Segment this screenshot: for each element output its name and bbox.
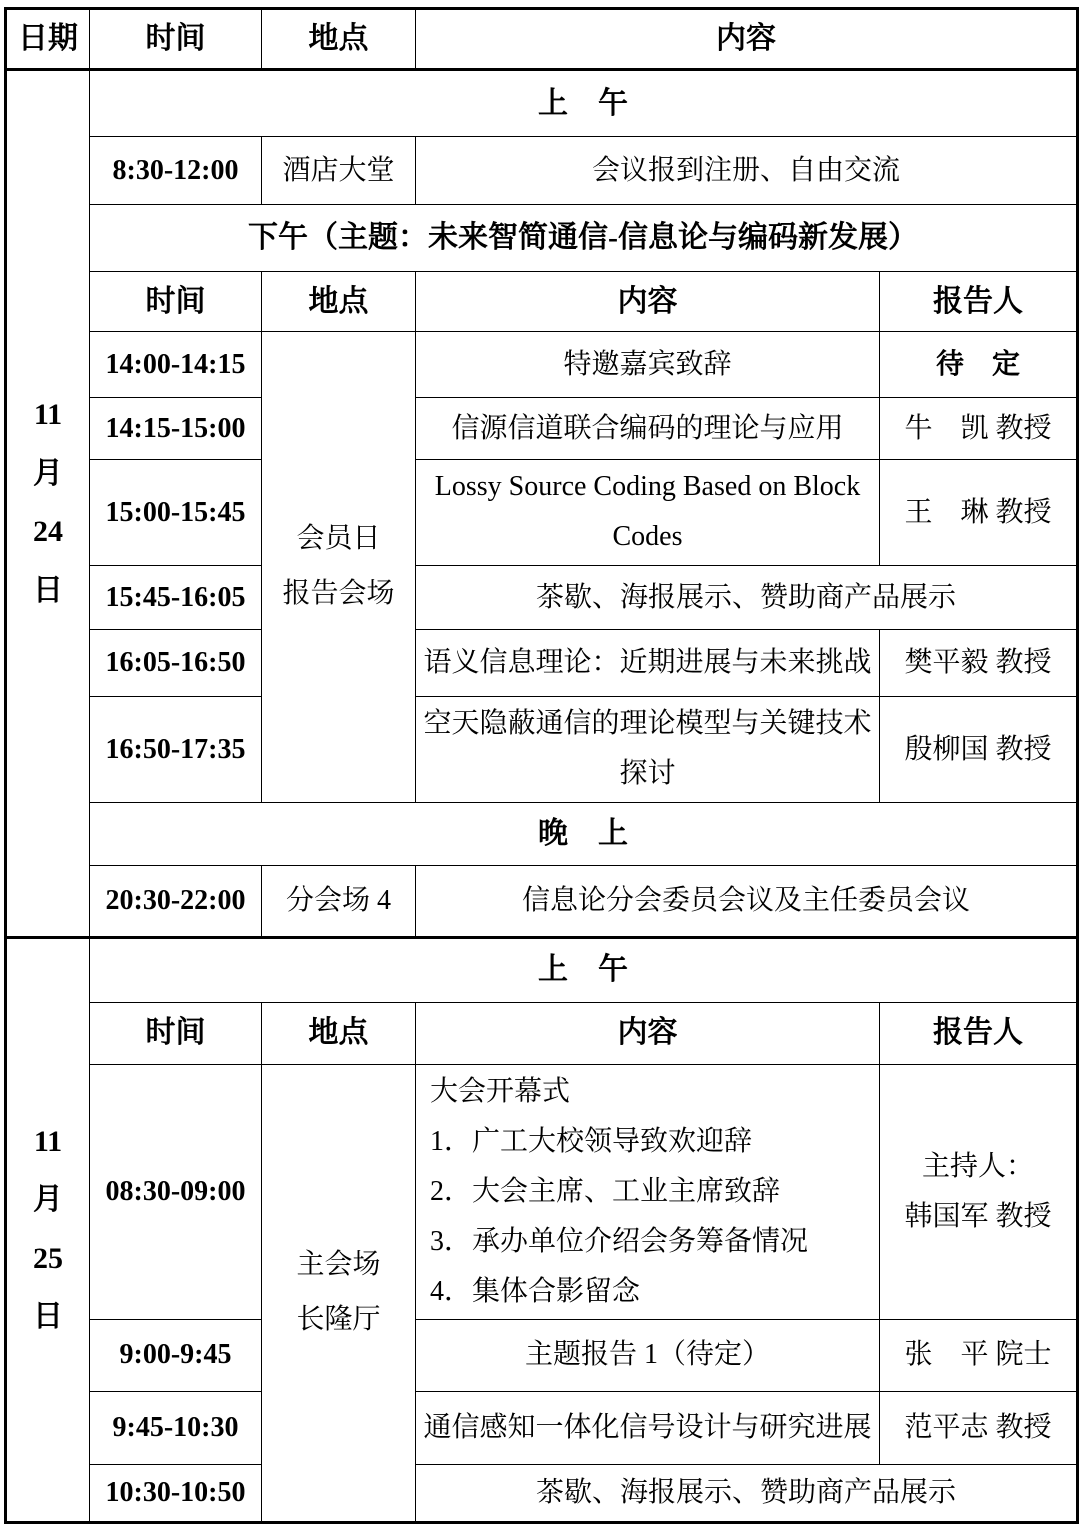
content-line: 大会开幕式 [430,1075,571,1107]
content-cell: 茶歇、海报展示、赞助商产品展示 [416,1464,1078,1522]
time-cell: 15:45-16:05 [90,565,262,629]
subheader-speaker: 报告人 [880,1002,1078,1064]
day1-evening-title: 晚 上 [90,802,1078,865]
table-row [6,398,1078,460]
table-row [6,460,1078,566]
subheader-content: 内容 [416,272,880,332]
date-cell-day2 [6,937,90,1522]
day1-subheader-row [6,272,1078,332]
content-cell: 信源信道联合编码的理论与应用 [416,398,880,460]
day1-morning-section-row [6,70,1078,137]
speaker-line: 主持人： [921,1150,1034,1182]
table-row [6,865,1078,937]
day2-morning-section-row [6,937,1078,1002]
venue-line: 报告会场 [282,577,395,609]
time-cell: 15:00-15:45 [90,460,262,566]
table-row [6,1319,1078,1391]
content-cell: 特邀嘉宾致辞 [416,332,880,398]
venue-line: 长隆厅 [296,1303,381,1335]
time-cell: 08:30-09:00 [90,1064,262,1319]
table-row [6,1064,1078,1319]
content-line: 2．大会主席、工业主席致辞 [430,1175,781,1207]
content-line: Codes [612,521,683,553]
subheader-location: 地点 [262,272,416,332]
content-cell: 茶歇、海报展示、赞助商产品展示 [416,565,1078,629]
time-cell: 16:50-17:35 [90,696,262,802]
day1-afternoon-title: 下午（主题：未来智简通信-信息论与编码新发展） [90,205,1078,272]
speaker-cell [880,1064,1078,1319]
date-line: 日 [33,1300,63,1334]
day1-evening-section-row [6,802,1078,865]
speaker-cell: 范平志 教授 [880,1391,1078,1464]
subheader-location: 地点 [262,1002,416,1064]
table-row [6,565,1078,629]
table-row [6,137,1078,205]
speaker-cell: 王 琳 教授 [880,460,1078,566]
table-header-row [6,9,1078,70]
header-date: 日期 [6,9,90,70]
speaker-line: 韩国军 教授 [904,1200,1052,1232]
date-line: 11 [33,398,63,432]
time-cell: 20:30-22:00 [90,865,262,937]
time-cell: 16:05-16:50 [90,629,262,696]
content-cell: 会议报到注册、自由交流 [416,137,1078,205]
date-cell-day1 [6,70,90,938]
content-line: 3．承办单位介绍会务筹备情况 [430,1225,809,1257]
date-line: 11 [33,1124,63,1158]
subheader-time: 时间 [90,272,262,332]
venue-line: 会员日 [296,523,381,555]
venue-line: 主会场 [296,1248,381,1280]
time-cell: 10:30-10:50 [90,1464,262,1522]
content-cell [416,460,880,566]
time-cell: 9:00-9:45 [90,1319,262,1391]
venue-cell-day1 [262,332,416,803]
schedule-table [4,7,1079,1524]
content-line: 探讨 [619,758,676,790]
header-content: 内容 [416,9,1078,70]
date-line: 月 [33,456,63,490]
header-location: 地点 [262,9,416,70]
content-cell [416,696,880,802]
content-cell: 信息论分会委员会议及主任委员会议 [416,865,1078,937]
date-line: 24 [33,515,63,549]
table-row [6,1464,1078,1522]
location-cell: 分会场 4 [262,865,416,937]
time-cell: 8:30-12:00 [90,137,262,205]
subheader-time: 时间 [90,1002,262,1064]
speaker-cell: 张 平 院士 [880,1319,1078,1391]
content-cell: 语义信息理论：近期进展与未来挑战 [416,629,880,696]
speaker-cell: 樊平毅 教授 [880,629,1078,696]
content-line: 4．集体合影留念 [430,1275,641,1307]
speaker-cell: 殷柳国 教授 [880,696,1078,802]
day2-morning-title: 上 午 [90,937,1078,1002]
table-row [6,696,1078,802]
table-row [6,1391,1078,1464]
content-line: 1．广工大校领导致欢迎辞 [430,1125,753,1157]
table-row [6,332,1078,398]
content-line: Lossy Source Coding Based on Block [434,471,861,502]
day1-morning-title: 上 午 [90,70,1078,137]
venue-cell-day2 [262,1064,416,1522]
day2-subheader-row [6,1002,1078,1064]
content-line: 空天隐蔽通信的理论模型与关键技术 [423,707,872,739]
content-cell: 主题报告 1（待定） [416,1319,880,1391]
location-cell: 酒店大堂 [262,137,416,205]
content-cell [416,1064,880,1319]
day1-afternoon-section-row [6,205,1078,272]
content-cell: 通信感知一体化信号设计与研究进展 [416,1391,880,1464]
time-cell: 14:00-14:15 [90,332,262,398]
time-cell: 9:45-10:30 [90,1391,262,1464]
date-line: 月 [33,1183,63,1217]
speaker-cell: 牛 凯 教授 [880,398,1078,460]
table-row [6,629,1078,696]
header-time: 时间 [90,9,262,70]
speaker-cell: 待 定 [880,332,1078,398]
time-cell: 14:15-15:00 [90,398,262,460]
date-line: 25 [33,1241,63,1275]
date-line: 日 [33,573,63,607]
subheader-content: 内容 [416,1002,880,1064]
subheader-speaker: 报告人 [880,272,1078,332]
